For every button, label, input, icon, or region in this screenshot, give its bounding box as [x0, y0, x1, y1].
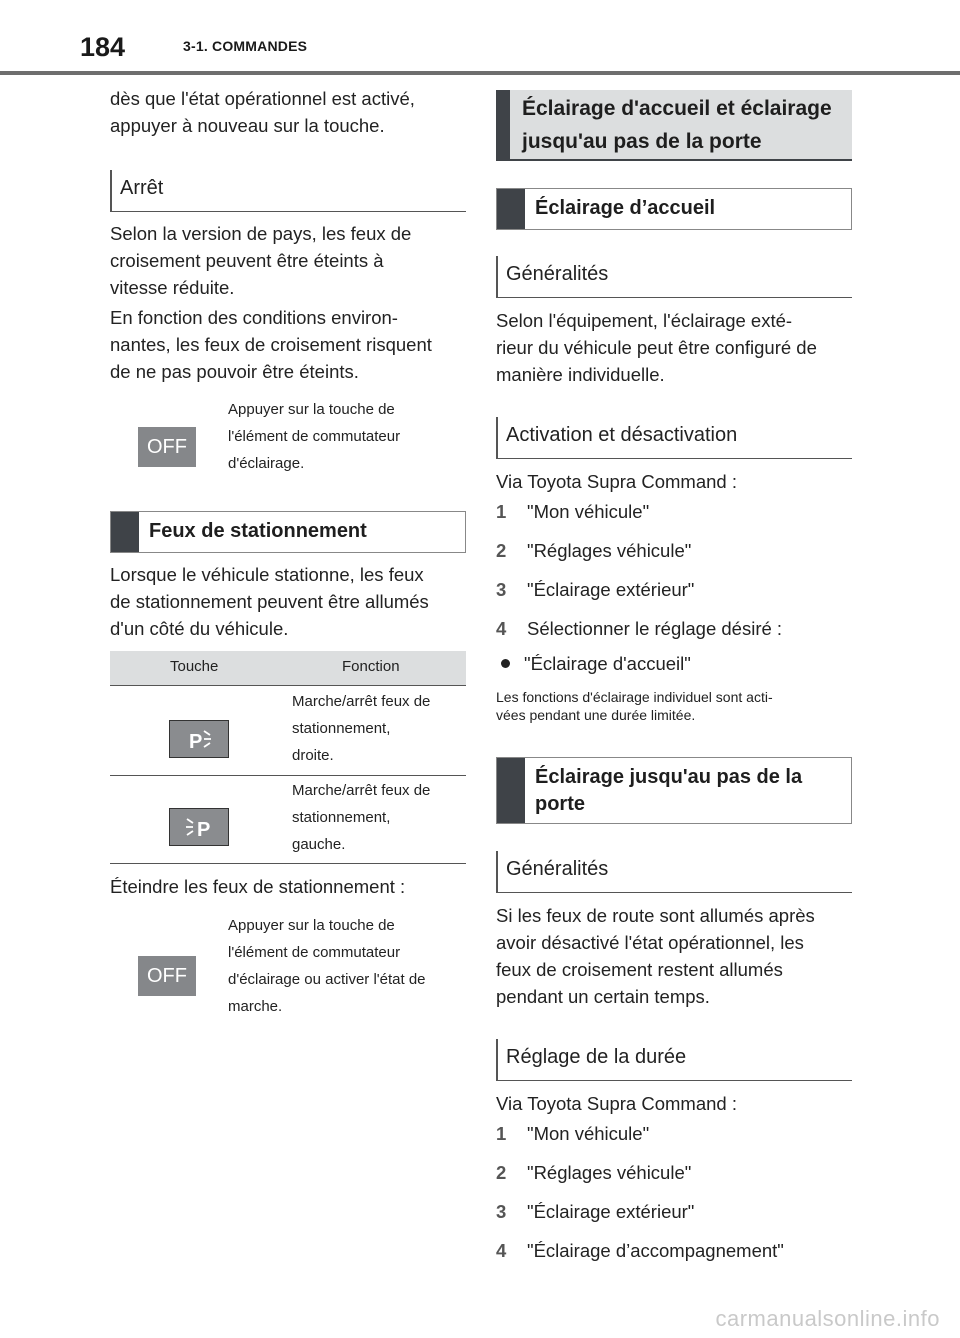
- off-button-icon: OFF: [138, 956, 196, 996]
- parking-left-key-icon: [169, 808, 229, 846]
- watermark: carmanualsonline.info: [715, 1306, 940, 1331]
- list-item: 2 "Réglages véhicule": [496, 540, 692, 561]
- header-divider: [0, 71, 960, 75]
- section-title: 3-1. COMMANDES: [183, 38, 308, 54]
- bullet-icon: [501, 659, 510, 668]
- welcome-lighting-heading: Éclairage d’accueil: [496, 188, 852, 230]
- list-item: 4 "Éclairage d’accompagnement": [496, 1240, 784, 1261]
- bullet-item: "Éclairage d'accueil": [496, 650, 856, 677]
- parking-paragraph: Lorsque le véhicule stationne, les feux de stationnement peuvent être allumés d'un côté du véhicule.: [110, 564, 429, 639]
- heading-bar: [497, 758, 525, 823]
- steps-list-2: [496, 1120, 856, 1276]
- generalites-paragraph-1: Selon l'équipement, l'éclairage exté- rieur du véhicule peut être configuré de manière individuelle.: [496, 310, 817, 385]
- list-item: 2 "Réglages véhicule": [496, 1162, 692, 1183]
- list-item: 1 "Mon véhicule": [496, 501, 650, 522]
- generalites-heading-2: Généralités: [496, 851, 852, 893]
- intro-paragraph: dès que l'état opérationnel est activé, appuyer à nouveau sur la touche.: [110, 88, 415, 136]
- generalites-paragraph-2: Si les feux de route sont allumés après avoir désactivé l'état opérationnel, les feux de croisement restent allumés pendant un certain temps.: [496, 905, 815, 1007]
- svg-text:P: P: [189, 731, 203, 753]
- steps-list-1: [496, 498, 856, 654]
- off-instruction-2: Appuyer sur la touche de l'élément de commutateur d'éclairage ou activer l'état de marche.: [228, 917, 426, 1015]
- table-header: [110, 651, 466, 685]
- list-item: 3 "Éclairage extérieur": [496, 579, 695, 600]
- main-section-heading: Éclairage d'accueil et éclairage jusqu'au pas de la porte: [496, 90, 852, 161]
- column-header-touche: Touche: [170, 658, 219, 675]
- table-rule: [110, 685, 466, 686]
- arret-paragraph-2: En fonction des conditions environ- nantes, les feux de croisement risquent de ne pas pouvoir être éteints.: [110, 307, 432, 382]
- switch-off-paragraph: Éteindre les feux de stationnement :: [110, 876, 406, 897]
- activation-heading: Activation et désactivation: [496, 417, 852, 459]
- via-command-2: Via Toyota Supra Command :: [496, 1093, 737, 1114]
- column-header-fonction: Fonction: [342, 658, 400, 675]
- duration-heading: Réglage de la durée: [496, 1039, 852, 1081]
- arret-paragraph-1: Selon la version de pays, les feux de croisement peuvent être éteints à vitesse réduite.: [110, 223, 412, 298]
- svg-text:P: P: [197, 819, 211, 841]
- note-text: Les fonctions d'éclairage individuel sont acti- vées pendant une durée limitée.: [496, 689, 773, 723]
- parking-lights-heading: Feux de stationnement: [110, 511, 466, 553]
- heading-bar: [111, 512, 139, 552]
- parking-right-key-icon: [169, 720, 229, 758]
- off-instruction-1: Appuyer sur la touche de l'élément de commutateur d'éclairage.: [228, 401, 401, 472]
- door-lighting-heading: Éclairage jusqu'au pas de la porte: [496, 757, 852, 824]
- page-number: 184: [80, 32, 126, 62]
- heading-bar: [497, 189, 525, 229]
- generalites-heading-1: Généralités: [496, 256, 852, 298]
- table-rule: [110, 775, 466, 776]
- list-item: 1 "Mon véhicule": [496, 1123, 650, 1144]
- off-button-icon: OFF: [138, 427, 196, 467]
- arret-heading: Arrêt: [110, 170, 466, 212]
- table-row-right: Marche/arrêt feux de stationnement, droite.: [292, 693, 431, 764]
- table-rule: [110, 863, 466, 864]
- list-item: 3 "Éclairage extérieur": [496, 1201, 695, 1222]
- list-item: 4 Sélectionner le réglage désiré :: [496, 618, 783, 639]
- via-command-1: Via Toyota Supra Command :: [496, 471, 737, 492]
- heading-bar: [496, 90, 510, 159]
- table-row-left: Marche/arrêt feux de stationnement, gauche.: [292, 782, 431, 853]
